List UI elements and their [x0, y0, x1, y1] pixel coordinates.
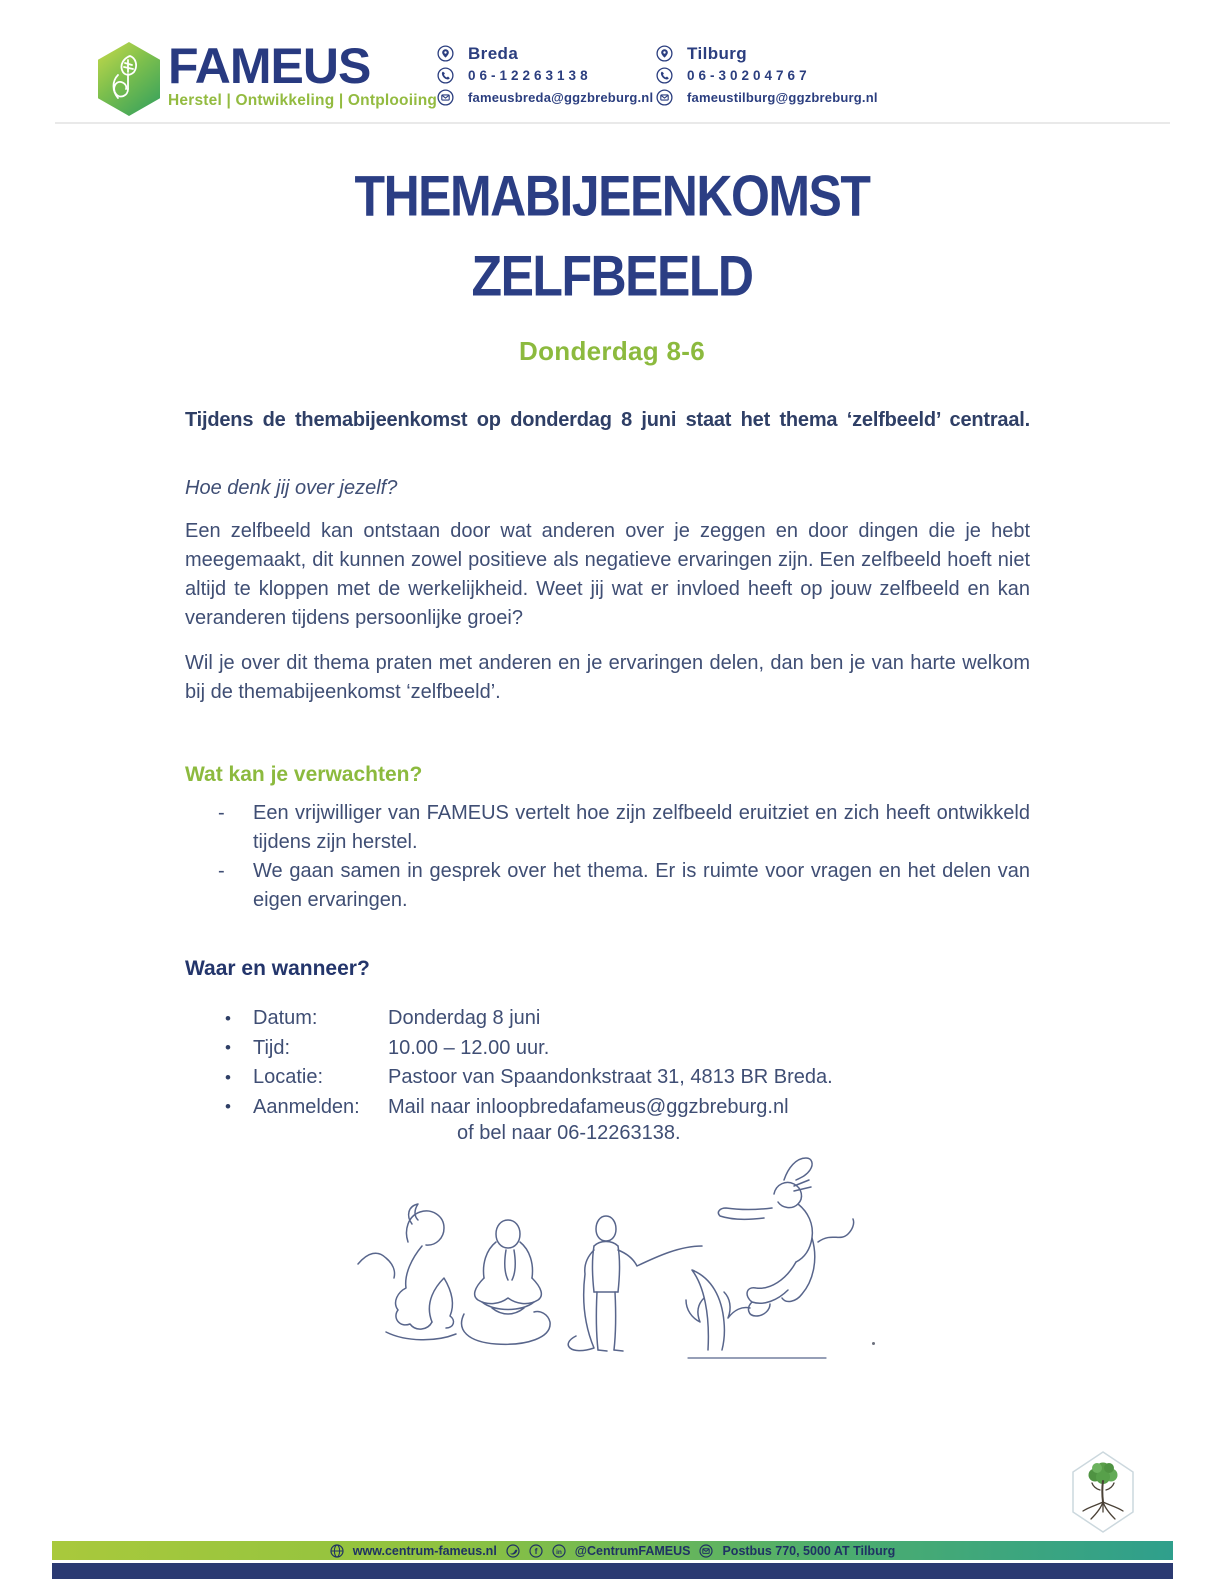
bullet-marker: •: [225, 1038, 231, 1058]
linkedin-icon: [552, 1544, 566, 1558]
question-line: Hoe denk jij over jezelf?: [185, 477, 398, 499]
list-item: [185, 1004, 1030, 1034]
list-item: [185, 799, 1030, 857]
row-value: Donderdag 8 juni: [388, 1007, 541, 1030]
svg-text:f: f: [534, 1545, 538, 1556]
phone-alternative-line: of bel naar 06-12263138.: [457, 1122, 681, 1144]
row-value: Pastoor van Spaandonkstraat 31, 4813 BR Breda.: [388, 1066, 833, 1089]
event-date-heading: Donderdag 8-6: [519, 336, 705, 366]
title-line-1: THEMABIJEENKOMST: [354, 163, 870, 229]
sprout-icon: [109, 53, 149, 105]
row-label: Datum:: [253, 1007, 318, 1030]
email-address: fameustilburg@ggzbreburg.nl: [687, 90, 878, 105]
paragraph-2: Wil je over dit thema praten met anderen en je ervaringen delen, dan ben je van harte welkom bij de themabijeenkomst ‘zelfbeeld’.: [185, 652, 1030, 703]
logo-hexagon-badge: [98, 42, 160, 116]
row-label: Aanmelden:: [253, 1095, 360, 1118]
twitter-icon: [506, 1544, 520, 1558]
location-pin-icon: [656, 45, 673, 62]
list-item: [185, 857, 1030, 915]
logo-wordmark: FAMEUS: [168, 38, 371, 94]
when-list: [185, 1004, 1030, 1122]
intro-sentence: Tijdens de themabijeenkomst op donderdag 8 juni staat het thema ‘zelfbeeld’ centraal.: [185, 409, 1030, 431]
contact-tilburg: [656, 44, 878, 110]
bullet-marker: •: [225, 1097, 231, 1117]
dash-marker: -: [218, 860, 225, 882]
stray-mark: [872, 1342, 875, 1345]
header-divider: [55, 122, 1170, 124]
facebook-icon: [529, 1544, 543, 1558]
expect-list: [185, 799, 1030, 915]
bullet-marker: •: [225, 1067, 231, 1087]
people-line-art-illustration: [356, 1146, 861, 1378]
row-label: Locatie:: [253, 1066, 324, 1089]
fameus-logo: [98, 38, 438, 116]
city-label: Breda: [468, 43, 519, 63]
list-item: [185, 1093, 1030, 1123]
list-item: [185, 1063, 1030, 1093]
list-item-text: Een vrijwilliger van FAMEUS vertelt hoe zijn zelfbeeld eruitziet en zich heeft ontwikkeld tijdens zijn herstel.: [253, 802, 1030, 853]
paragraph-1: Een zelfbeeld kan ontstaan door wat anderen over je zeggen en door dingen die je hebt meegemaakt, dit kunnen zowel positieve als negatieve ervaringen zijn. Een zelfbeeld hoeft niet altijd te kloppen met de werkelijkheid. Weet jij wat er invloed heeft op jouw zelfbeeld en kan veranderen tijdens persoonlijke groei?: [185, 520, 1030, 629]
row-value: Mail naar inloopbredafameus@ggzbreburg.nl: [388, 1095, 789, 1118]
footer-bar: [52, 1541, 1173, 1560]
footer-address: Postbus 770, 5000 AT Tilburg: [722, 1543, 896, 1558]
phone-number: 06-12263138: [468, 68, 592, 83]
location-pin-icon: [437, 45, 454, 62]
section-heading-expect: Wat kan je verwachten?: [185, 763, 423, 786]
section-heading-when: Waar en wanneer?: [185, 957, 370, 980]
tree-with-roots-badge: [1070, 1450, 1136, 1534]
row-label: Tijd:: [253, 1036, 291, 1059]
email-address: fameusbreda@ggzbreburg.nl: [468, 90, 654, 105]
globe-icon: [330, 1544, 344, 1558]
footer-website: www.centrum-fameus.nl: [352, 1543, 497, 1558]
svg-text:in: in: [555, 1548, 562, 1556]
email-icon: [656, 89, 673, 106]
page-title: [0, 156, 1224, 316]
mail-icon: [699, 1544, 713, 1558]
dash-marker: -: [218, 802, 225, 824]
row-value: 10.00 – 12.00 uur.: [388, 1036, 550, 1059]
footer-social-handle: @CentrumFAMEUS: [574, 1543, 691, 1558]
bullet-marker: •: [225, 1008, 231, 1028]
list-item: [185, 1034, 1030, 1064]
list-item-text: We gaan samen in gesprek over het thema. Er is ruimte voor vragen en het delen van eigen ervaringen.: [253, 860, 1030, 911]
city-label: Tilburg: [687, 43, 748, 63]
contact-breda: [437, 44, 653, 110]
title-line-2: ZELFBEELD: [471, 243, 753, 309]
phone-icon: [437, 67, 454, 84]
phone-icon: [656, 67, 673, 84]
logo-tagline: Herstel | Ontwikkeling | Ontplooiing: [168, 92, 438, 109]
phone-number: 06-30204767: [687, 68, 811, 83]
email-icon: [437, 89, 454, 106]
footer-navy-bar: [52, 1563, 1173, 1579]
